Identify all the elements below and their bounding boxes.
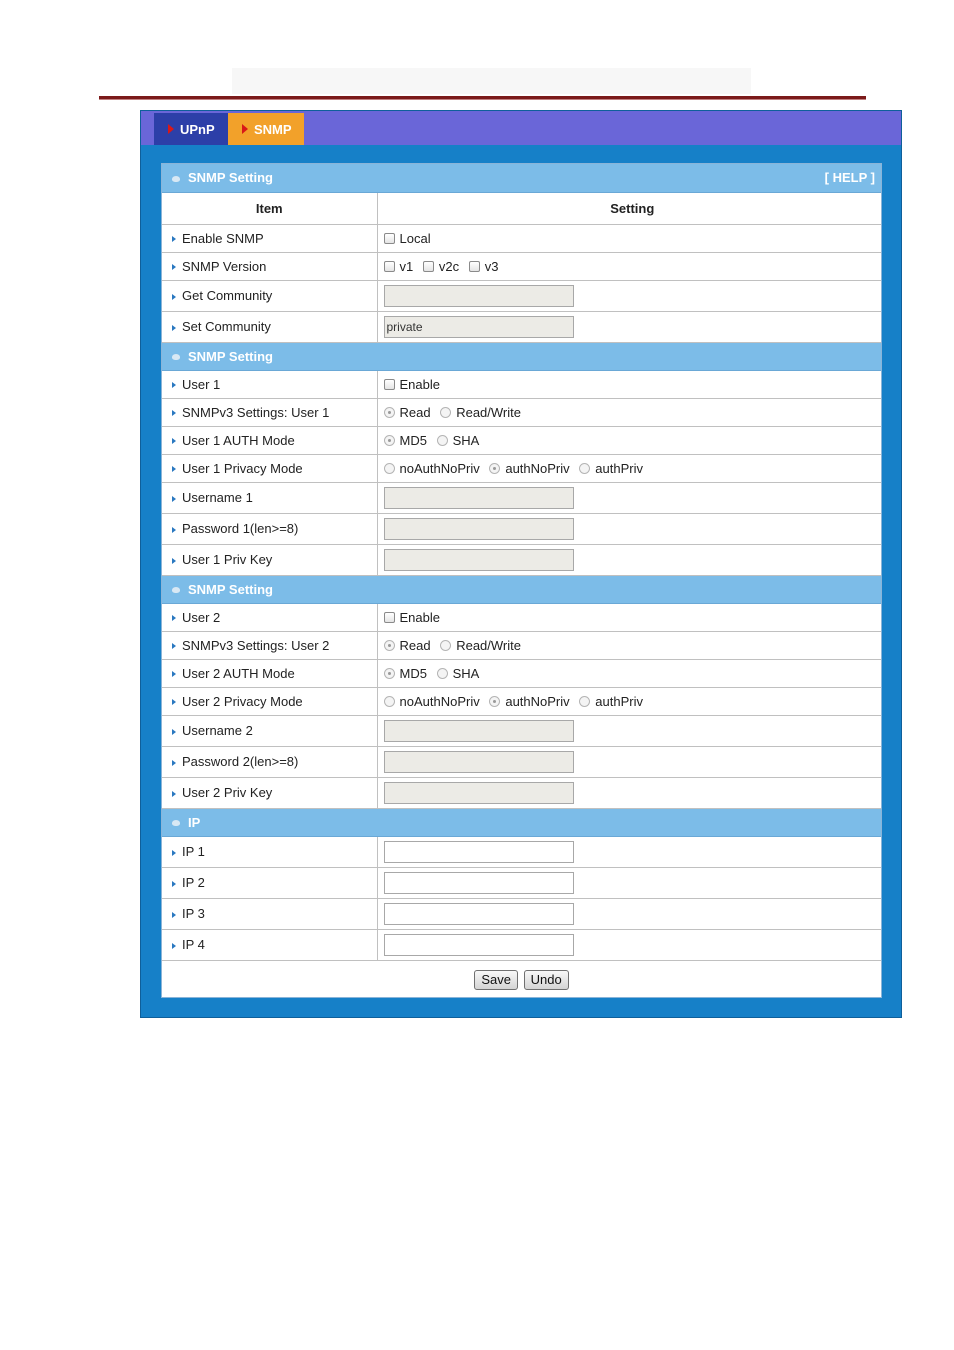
radio-label: Read/Write	[456, 638, 521, 654]
row-label: User 2	[182, 609, 221, 625]
row-bullet-icon	[172, 294, 176, 300]
checkbox-label: v2c	[438, 259, 460, 275]
radio-label: Read	[399, 405, 431, 421]
row-bullet-icon	[172, 699, 176, 705]
row-bullet-icon	[172, 671, 176, 677]
radio-label: authPriv	[595, 694, 643, 710]
snmp-v3-checkbox[interactable]	[469, 261, 480, 272]
tab-arrow-icon	[168, 124, 174, 134]
tab-label: SNMP	[254, 121, 292, 137]
row-label: User 2 AUTH Mode	[182, 665, 295, 681]
row-get-community	[162, 280, 881, 311]
help-link[interactable]: [ HELP ]	[824, 170, 875, 186]
settings-table	[162, 164, 881, 1000]
undo-button[interactable]: Undo	[524, 970, 569, 990]
row-label: User 1	[182, 376, 221, 392]
tab-label: UPnP	[180, 121, 215, 137]
row-bullet-icon	[172, 791, 176, 797]
snmp-v2c-checkbox[interactable]	[423, 261, 434, 272]
radio-label: Read	[399, 638, 431, 654]
ip1-input[interactable]	[384, 841, 574, 863]
button-row	[162, 960, 881, 1000]
checkbox-label: v3	[484, 259, 499, 275]
snmp-settings-panel	[161, 163, 882, 998]
row-bullet-icon	[172, 438, 176, 444]
snmp-v1-checkbox[interactable]	[384, 261, 395, 272]
radio-label: SHA	[452, 666, 480, 682]
user1-readwrite-radio[interactable]	[440, 407, 451, 418]
user2-readwrite-radio[interactable]	[440, 640, 451, 651]
section-bullet-icon	[172, 820, 180, 826]
row-label: Username 2	[182, 723, 253, 738]
radio-label: noAuthNoPriv	[399, 694, 480, 710]
row-user2-settings	[162, 631, 881, 659]
row-bullet-icon	[172, 881, 176, 887]
row-set-community	[162, 311, 881, 342]
radio-label: Read/Write	[456, 405, 521, 421]
document-header-rule	[99, 96, 866, 100]
user2-sha-radio[interactable]	[437, 668, 448, 679]
row-user1-auth	[162, 426, 881, 454]
user1-privkey-input[interactable]	[384, 549, 574, 571]
row-bullet-icon	[172, 850, 176, 856]
row-ip1	[162, 836, 881, 867]
row-label: Enable SNMP	[182, 230, 264, 246]
radio-label: authNoPriv	[505, 461, 570, 477]
tab-upnp[interactable]	[154, 113, 228, 145]
row-bullet-icon	[172, 643, 176, 649]
ip3-input[interactable]	[384, 903, 574, 925]
section-title: SNMP Setting	[188, 170, 273, 186]
row-ip4	[162, 929, 881, 960]
set-community-input[interactable]: private	[384, 316, 574, 338]
user1-read-radio[interactable]	[384, 407, 395, 418]
section-header-user2	[162, 575, 881, 603]
section-bullet-icon	[172, 354, 180, 360]
save-button[interactable]: Save	[474, 970, 518, 990]
row-user2-privacy	[162, 687, 881, 715]
row-bullet-icon	[172, 410, 176, 416]
user1-noauthnopriv-radio[interactable]	[384, 463, 395, 474]
get-community-input[interactable]	[384, 285, 574, 307]
checkbox-label: Enable	[399, 610, 440, 626]
user1-authnopriv-radio[interactable]	[489, 463, 500, 474]
password2-input[interactable]	[384, 751, 574, 773]
radio-label: authPriv	[595, 461, 643, 477]
username2-input[interactable]	[384, 720, 574, 742]
username1-input[interactable]	[384, 487, 574, 509]
checkbox-label: Enable	[399, 377, 440, 393]
radio-label: noAuthNoPriv	[399, 461, 480, 477]
user2-authnopriv-radio[interactable]	[489, 696, 500, 707]
user1-sha-radio[interactable]	[437, 435, 448, 446]
user2-md5-radio[interactable]	[384, 668, 395, 679]
checkbox-label: Local	[399, 231, 431, 247]
section-bullet-icon	[172, 176, 180, 182]
row-username1	[162, 482, 881, 513]
row-label: Username 1	[182, 490, 253, 505]
row-label: IP 4	[182, 937, 205, 952]
row-label: User 2 Privacy Mode	[182, 693, 303, 709]
row-label: IP 1	[182, 844, 205, 859]
row-bullet-icon	[172, 912, 176, 918]
radio-label: authNoPriv	[505, 694, 570, 710]
router-config-frame	[140, 110, 902, 1018]
document-header-band	[232, 68, 751, 94]
column-header-setting: Setting	[377, 192, 881, 224]
row-label: User 1 Privacy Mode	[182, 460, 303, 476]
row-label: Set Community	[182, 319, 271, 334]
row-password1	[162, 513, 881, 544]
user2-authpriv-radio[interactable]	[579, 696, 590, 707]
row-label: IP 3	[182, 906, 205, 921]
radio-label: MD5	[399, 666, 427, 682]
row-label: User 1 Priv Key	[182, 552, 273, 567]
row-label: Password 2(len>=8)	[182, 754, 299, 769]
tab-bar	[141, 111, 901, 145]
row-bullet-icon	[172, 527, 176, 533]
row-ip2	[162, 867, 881, 898]
user2-read-radio[interactable]	[384, 640, 395, 651]
ip4-input[interactable]	[384, 934, 574, 956]
user2-noauthnopriv-radio[interactable]	[384, 696, 395, 707]
password1-input[interactable]	[384, 518, 574, 540]
table-header-row	[162, 192, 881, 224]
row-enable-snmp	[162, 224, 881, 252]
row-bullet-icon	[172, 729, 176, 735]
row-label: IP 2	[182, 875, 205, 890]
row-username2	[162, 715, 881, 746]
user2-enable-checkbox[interactable]	[384, 612, 395, 623]
row-bullet-icon	[172, 466, 176, 472]
row-bullet-icon	[172, 325, 176, 331]
tab-arrow-icon	[242, 124, 248, 134]
section-title: IP	[188, 814, 201, 830]
row-password2	[162, 746, 881, 777]
row-bullet-icon	[172, 496, 176, 502]
row-bullet-icon	[172, 236, 176, 242]
enable-snmp-local-checkbox[interactable]	[384, 233, 395, 244]
row-bullet-icon	[172, 382, 176, 388]
section-header-ip	[162, 808, 881, 836]
tab-snmp[interactable]	[228, 113, 304, 145]
row-snmp-version	[162, 252, 881, 280]
row-user2-privkey	[162, 777, 881, 808]
row-ip3	[162, 898, 881, 929]
row-label: User 2 Priv Key	[182, 785, 273, 800]
row-bullet-icon	[172, 943, 176, 949]
user1-md5-radio[interactable]	[384, 435, 395, 446]
row-label: SNMP Version	[182, 258, 267, 274]
row-user1-settings	[162, 398, 881, 426]
user1-authpriv-radio[interactable]	[579, 463, 590, 474]
checkbox-label: v1	[399, 259, 414, 275]
section-title: SNMP Setting	[188, 581, 273, 597]
row-bullet-icon	[172, 558, 176, 564]
section-title: SNMP Setting	[188, 348, 273, 364]
row-label: Get Community	[182, 288, 273, 303]
row-bullet-icon	[172, 264, 176, 270]
row-user2-auth	[162, 659, 881, 687]
row-label: User 1 AUTH Mode	[182, 432, 295, 448]
user2-privkey-input[interactable]	[384, 782, 574, 804]
row-label: Password 1(len>=8)	[182, 521, 299, 536]
row-label: SNMPv3 Settings: User 1	[182, 404, 330, 420]
section-header-snmp-setting	[162, 164, 881, 192]
section-header-user1	[162, 342, 881, 370]
row-user1-privkey	[162, 544, 881, 575]
radio-label: MD5	[399, 433, 427, 449]
column-header-item: Item	[162, 192, 377, 224]
row-bullet-icon	[172, 760, 176, 766]
row-user2	[162, 603, 881, 631]
radio-label: SHA	[452, 433, 480, 449]
section-bullet-icon	[172, 587, 180, 593]
user1-enable-checkbox[interactable]	[384, 379, 395, 390]
row-user1	[162, 370, 881, 398]
row-user1-privacy	[162, 454, 881, 482]
row-label: SNMPv3 Settings: User 2	[182, 637, 330, 653]
row-bullet-icon	[172, 615, 176, 621]
ip2-input[interactable]	[384, 872, 574, 894]
